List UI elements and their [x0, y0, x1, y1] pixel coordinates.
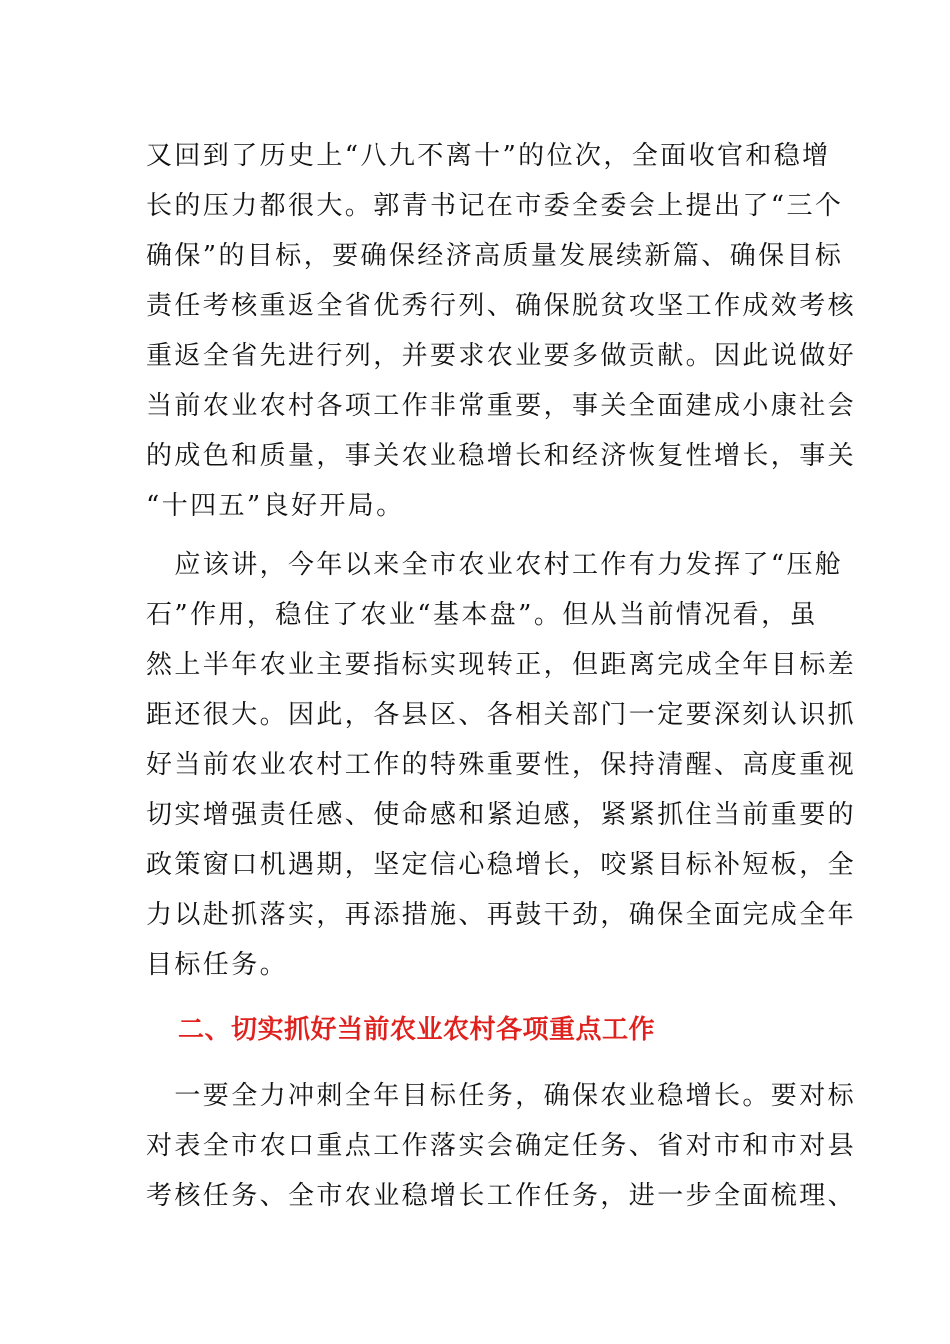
text-line: 力以赴抓落实，再添措施、再鼓干劲，确保全面完成全年	[146, 900, 857, 930]
text-line: 长的压力都很大。郭青书记在市委全委会上提出了“三个	[146, 191, 844, 221]
text-line: 一要全力冲刺全年目标任务，确保农业稳增长。要对标	[146, 1081, 857, 1111]
text-line: 的成色和质量，事关农业稳增长和经济恢复性增长，事关	[146, 441, 857, 471]
text-line: 责任考核重返全省优秀行列、确保脱贫攻坚工作成效考核	[146, 291, 857, 321]
text-line: 石”作用，稳住了农业“基本盘”。但从当前情况看，虽	[146, 600, 818, 630]
text-line: 对表全市农口重点工作落实会确定任务、省对市和市对县	[146, 1131, 857, 1161]
text-line: “十四五”良好开局。	[146, 491, 405, 521]
text-line: 确保”的目标，要确保经济高质量发展续新篇、确保目标	[146, 241, 844, 271]
section-heading: 二、切实抓好当前农业农村各项重点工作	[178, 1015, 656, 1045]
text-line: 好当前农业农村工作的特殊重要性，保持清醒、高度重视	[146, 750, 857, 780]
text-line: 然上半年农业主要指标实现转正，但距离完成全年目标差	[146, 650, 857, 680]
text-line: 考核任务、全市农业稳增长工作任务，进一步全面梳理、	[146, 1181, 857, 1211]
text-line: 切实增强责任感、使命感和紧迫感，紧紧抓住当前重要的	[146, 800, 857, 830]
paragraph-2	[146, 540, 857, 990]
text-line: 政策窗口机遇期，坚定信心稳增长，咬紧目标补短板，全	[146, 850, 857, 880]
text-line: 重返全省先进行列，并要求农业要多做贡献。因此说做好	[146, 341, 857, 371]
text-line: 目标任务。	[146, 950, 289, 980]
paragraph-1	[146, 131, 857, 531]
text-line: 应该讲，今年以来全市农业农村工作有力发挥了“压舱	[146, 550, 844, 580]
paragraph-3	[146, 1071, 857, 1221]
text-line: 当前农业农村各项工作非常重要，事关全面建成小康社会	[146, 391, 857, 421]
text-line: 距还很大。因此，各县区、各相关部门一定要深刻认识抓	[146, 700, 857, 730]
text-line: 又回到了历史上“八九不离十”的位次，全面收官和稳增	[146, 141, 831, 171]
